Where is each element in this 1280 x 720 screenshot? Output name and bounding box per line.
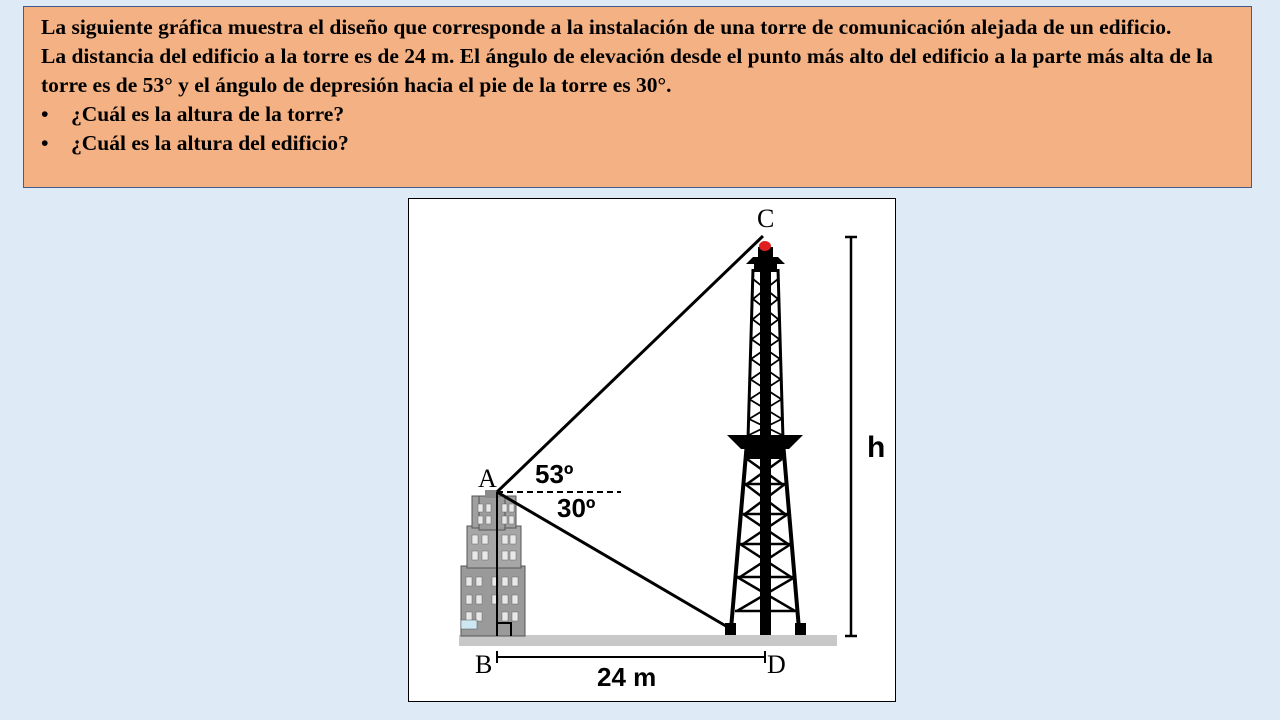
diagram-svg [409, 199, 895, 701]
line-of-sight-ac [497, 236, 763, 492]
beacon-light-icon [759, 241, 771, 251]
point-d-label: D [767, 650, 786, 679]
question-list [41, 100, 1243, 158]
angle-depression-label: 30º [557, 493, 596, 523]
question-item [41, 129, 1243, 158]
height-marker [845, 237, 857, 636]
height-label: h [867, 431, 886, 464]
building-icon [461, 490, 525, 636]
problem-data: La distancia del edificio a la torre es de 24 m. El ángulo de elevación desde el punto más alto del edificio a la parte más alta de la torre es de 53° y el ángulo de depresión hacia el pie de la torre es 30°. [41, 44, 1213, 97]
question-building-height: ¿Cuál es la altura del edificio? [71, 131, 349, 155]
problem-intro: La siguiente gráfica muestra el diseño que corresponde a la instalación de una torre de comunicación alejada de un edificio. [41, 15, 1172, 39]
question-item [41, 100, 1243, 129]
point-a-label: A [478, 464, 497, 493]
angle-elevation-label: 53º [535, 459, 574, 489]
diagram-figure [408, 198, 896, 702]
question-tower-height: ¿Cuál es la altura de la torre? [71, 102, 345, 126]
point-c-label: C [757, 204, 775, 233]
bullet-icon: • [41, 131, 49, 155]
problem-statement [23, 6, 1252, 188]
bullet-icon: • [41, 102, 49, 126]
line-of-sight-ad [497, 492, 731, 629]
tower-icon [725, 247, 806, 635]
distance-label: 24 m [597, 662, 657, 692]
point-b-label: B [475, 650, 493, 679]
ground [459, 635, 837, 646]
